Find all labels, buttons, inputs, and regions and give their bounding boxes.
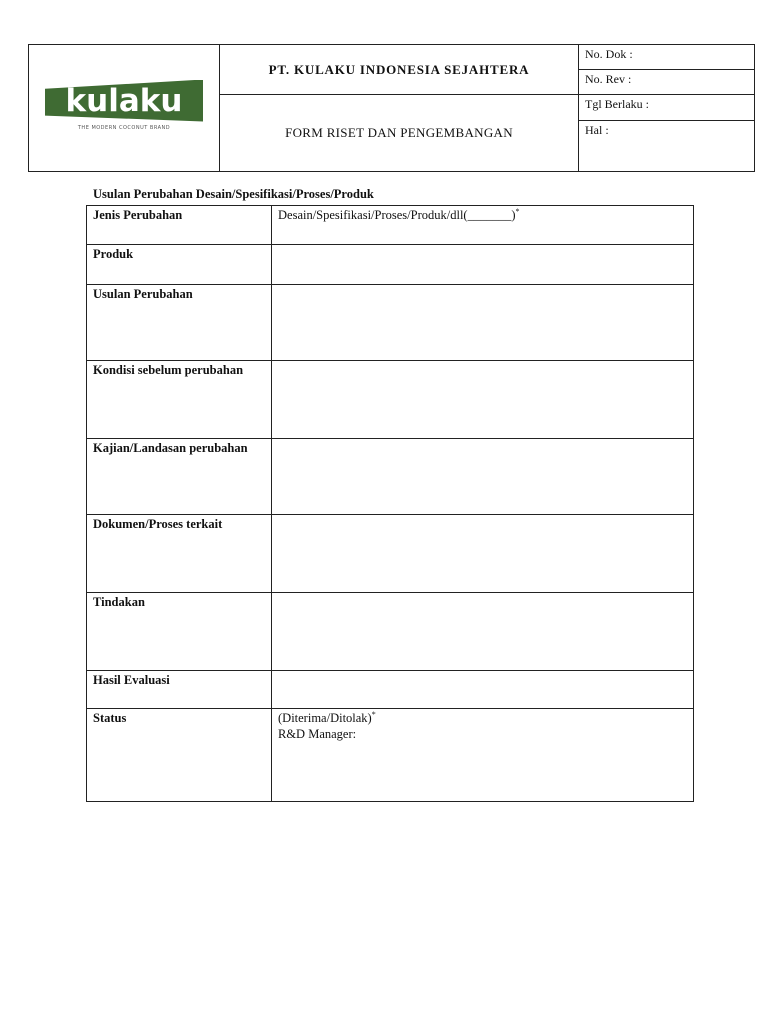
condition-before-value[interactable] <box>272 361 694 439</box>
change-request-form <box>86 205 694 802</box>
asterisk-mark: * <box>515 206 520 216</box>
table-row <box>87 439 694 515</box>
row-label: Status <box>87 709 272 802</box>
kulaku-logo <box>45 80 203 136</box>
row-label: Kondisi sebelum perubahan <box>87 361 272 439</box>
proposed-change-value[interactable] <box>272 285 694 361</box>
doc-number-field: No. Dok : <box>579 45 755 70</box>
logo-cell <box>29 45 220 172</box>
row-label: Usulan Perubahan <box>87 285 272 361</box>
table-row <box>87 593 694 671</box>
evaluation-result-value[interactable] <box>272 671 694 709</box>
company-name: PT. KULAKU INDONESIA SEJAHTERA <box>220 45 579 95</box>
change-type-value[interactable] <box>272 206 694 245</box>
table-row <box>87 515 694 593</box>
related-documents-value[interactable] <box>272 515 694 593</box>
row-label: Hasil Evaluasi <box>87 671 272 709</box>
table-row <box>87 671 694 709</box>
row-label: Tindakan <box>87 593 272 671</box>
row-label: Produk <box>87 245 272 285</box>
table-row <box>87 285 694 361</box>
rd-manager-label: R&D Manager: <box>278 727 357 741</box>
study-basis-value[interactable] <box>272 439 694 515</box>
form-section-title: Usulan Perubahan Desain/Spesifikasi/Proses/Produk <box>93 187 374 201</box>
form-title: FORM RISET DAN PENGEMBANGAN <box>220 95 579 172</box>
table-row <box>87 361 694 439</box>
asterisk-mark: * <box>371 709 376 719</box>
page-field: Hal : <box>579 120 755 171</box>
table-row <box>87 709 694 802</box>
product-value[interactable] <box>272 245 694 285</box>
status-value[interactable] <box>272 709 694 802</box>
logo-tagline: THE MODERN COCONUT BRAND <box>77 124 171 131</box>
logo-wordmark: kulaku <box>65 82 183 119</box>
row-label: Jenis Perubahan <box>87 206 272 245</box>
row-label: Kajian/Landasan perubahan <box>87 439 272 515</box>
document-header <box>28 44 755 172</box>
action-value[interactable] <box>272 593 694 671</box>
row-label: Dokumen/Proses terkait <box>87 515 272 593</box>
change-type-text: Desain/Spesifikasi/Proses/Produk/dll(_______) <box>278 208 516 222</box>
table-row <box>87 245 694 285</box>
valid-date-field: Tgl Berlaku : <box>579 95 755 120</box>
table-row <box>87 206 694 245</box>
revision-number-field: No. Rev : <box>579 70 755 95</box>
status-options: (Diterima/Ditolak) <box>278 711 372 725</box>
